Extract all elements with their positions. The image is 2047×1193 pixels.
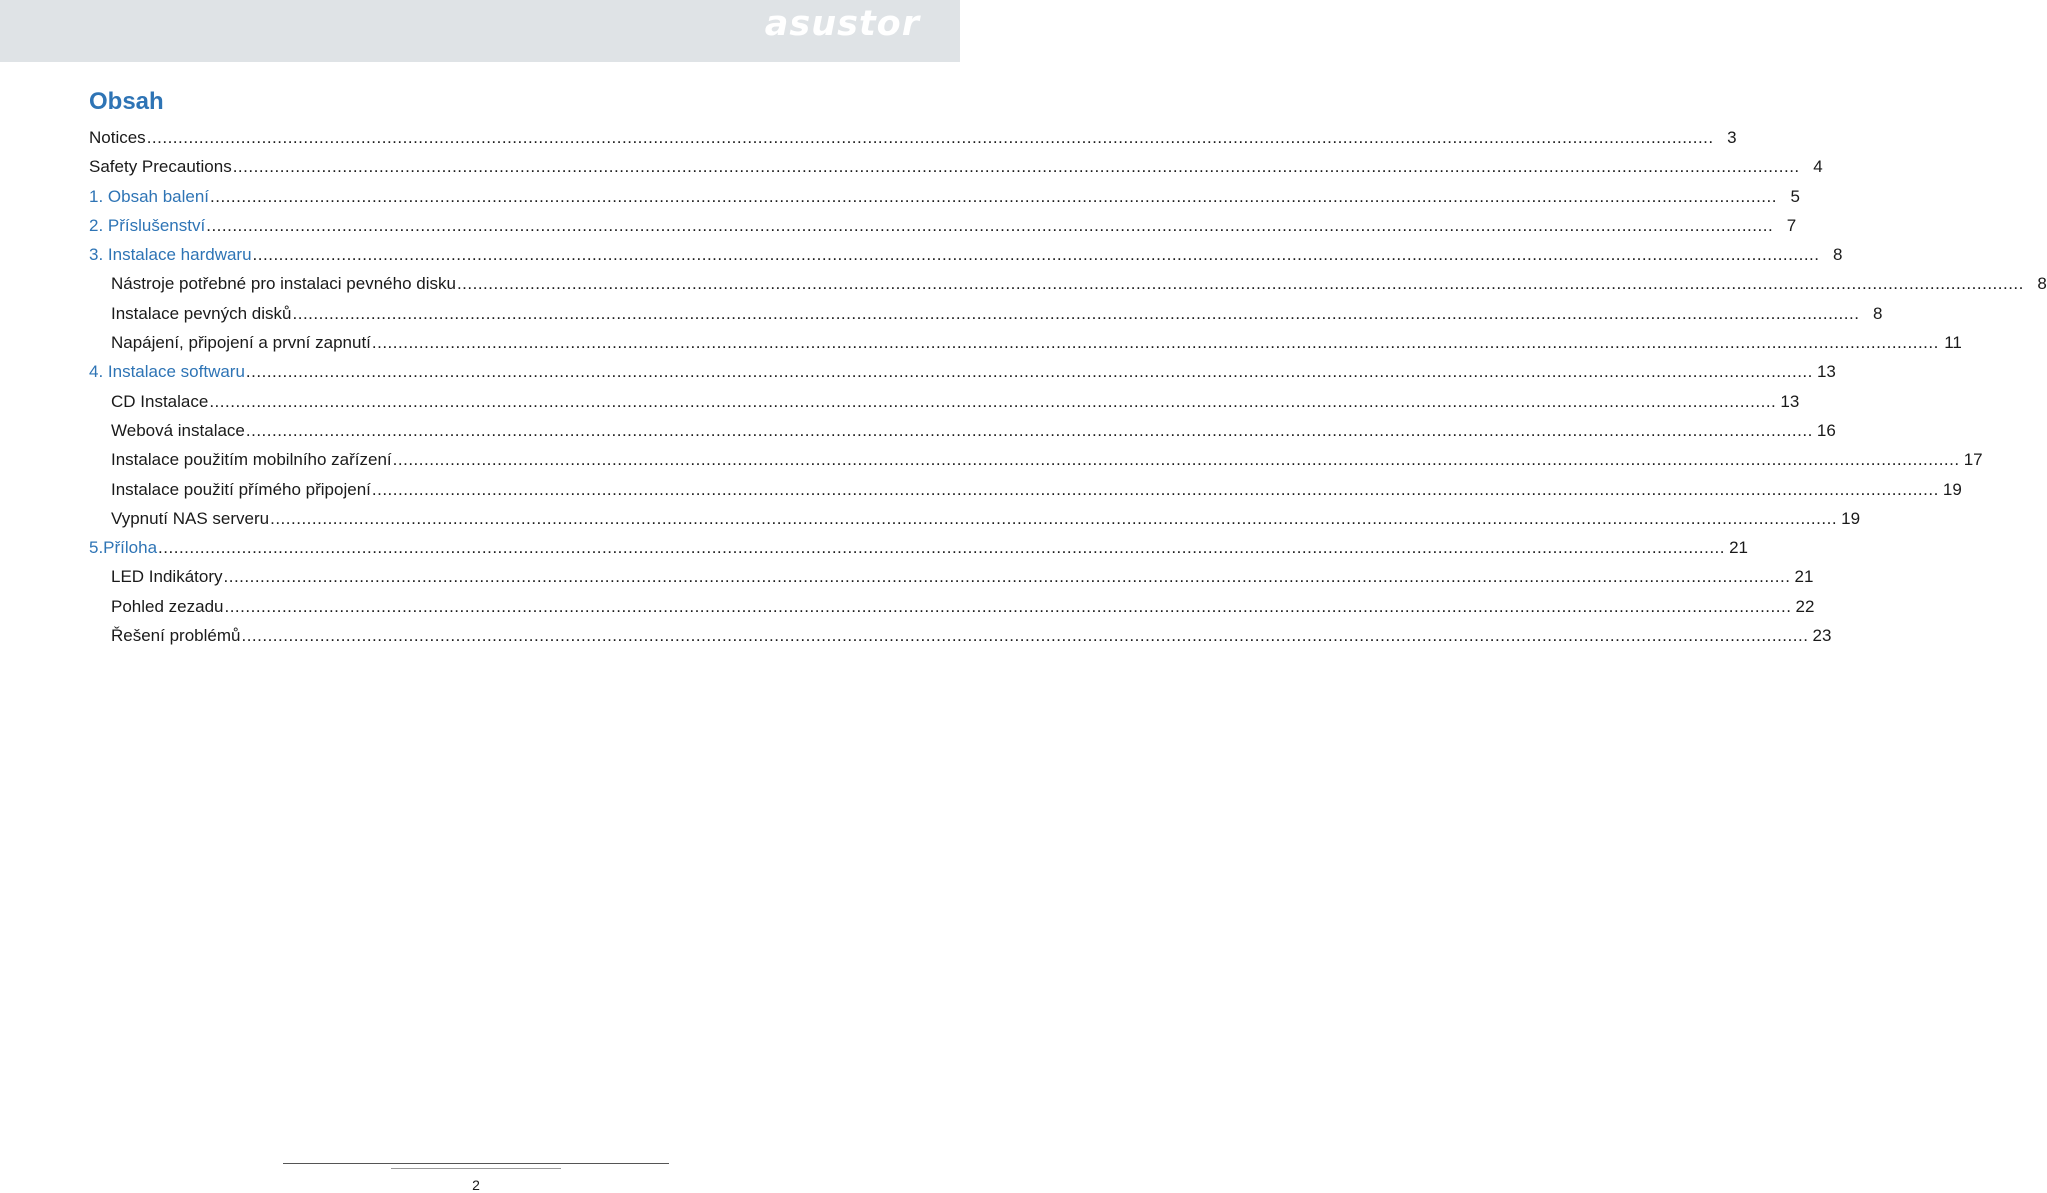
toc-entry[interactable] bbox=[89, 211, 1797, 240]
footer-rule bbox=[283, 1163, 669, 1164]
toc-dot-leader: ............................................................................................................................................................................................................................................................................................................ bbox=[158, 538, 1725, 558]
toc-entry[interactable] bbox=[89, 182, 1800, 211]
toc-entry[interactable] bbox=[89, 123, 1737, 152]
toc-dot-leader: ............................................................................................................................................................................................................................................................................................................ bbox=[146, 128, 1714, 147]
toc-dot-leader: ............................................................................................................................................................................................................................................................................................................ bbox=[232, 157, 1800, 177]
toc-entry[interactable] bbox=[89, 152, 1823, 181]
toc-dot-leader: ............................................................................................................................................................................................................................................................................................................ bbox=[252, 245, 1820, 265]
toc-entry-label: CD Instalace bbox=[111, 391, 209, 411]
toc-entry-page: 5 bbox=[1790, 186, 1800, 206]
toc-entry[interactable] bbox=[89, 445, 1983, 474]
toc-entry-page: 17 bbox=[1963, 450, 1983, 470]
toc-dot-leader: ............................................................................................................................................................................................................................................................................................................ bbox=[292, 303, 1860, 323]
toc-entry-page: 3 bbox=[1727, 128, 1737, 147]
toc-entry-label: Napájení, připojení a první zapnutí bbox=[111, 333, 371, 353]
toc-entry-label: Řešení problémů bbox=[111, 626, 241, 646]
toc-entry[interactable] bbox=[89, 328, 1962, 357]
footer-rule-short bbox=[391, 1168, 561, 1169]
toc-entry-label: 5.Příloha bbox=[89, 538, 158, 558]
toc-entry[interactable] bbox=[89, 504, 1861, 533]
toc-entry[interactable] bbox=[89, 357, 1836, 386]
toc-entry-label: Instalace použitím mobilního zařízení bbox=[111, 450, 392, 470]
toc-entry-label: Notices bbox=[89, 128, 146, 147]
toc-entry-page: 4 bbox=[1813, 157, 1823, 177]
toc-entry-page: 21 bbox=[1794, 567, 1814, 587]
toc-entry-label: Vypnutí NAS serveru bbox=[111, 508, 270, 528]
toc-dot-leader: ............................................................................................................................................................................................................................................................................................................ bbox=[371, 479, 1939, 499]
toc-entry-page: 22 bbox=[1795, 596, 1815, 616]
toc-entry[interactable] bbox=[89, 475, 1962, 504]
toc-entry-label: 2. Příslušenství bbox=[89, 215, 206, 235]
toc-entry-page: 19 bbox=[1942, 479, 1962, 499]
toc-entry[interactable] bbox=[89, 592, 1815, 621]
toc-entry-label: Nástroje potřebné pro instalaci pevného disku bbox=[111, 274, 456, 294]
toc-dot-leader: ............................................................................................................................................................................................................................................................................................................ bbox=[245, 362, 1813, 382]
toc-dot-leader: ............................................................................................................................................................................................................................................................................................................ bbox=[210, 186, 1777, 206]
toc-dot-leader: ............................................................................................................................................................................................................................................................................................................ bbox=[371, 333, 1939, 353]
table-of-contents bbox=[89, 123, 2047, 650]
toc-entry-label: Pohled zezadu bbox=[111, 596, 224, 616]
toc-dot-leader: ............................................................................................................................................................................................................................................................................................................ bbox=[206, 215, 1774, 235]
toc-entry-label: Instalace použití přímého připojení bbox=[111, 479, 371, 499]
toc-entry[interactable] bbox=[89, 299, 1883, 328]
toc-dot-leader: ............................................................................................................................................................................................................................................................................................................ bbox=[245, 420, 1813, 440]
toc-dot-leader: ............................................................................................................................................................................................................................................................................................................ bbox=[224, 596, 1792, 616]
toc-entry[interactable] bbox=[89, 269, 2047, 298]
toc-entry-page: 19 bbox=[1841, 508, 1861, 528]
toc-entry-page: 7 bbox=[1786, 215, 1797, 235]
toc-entry-page: 8 bbox=[1872, 303, 1883, 323]
toc-entry-page: 13 bbox=[1780, 391, 1800, 411]
toc-entry-label: 3. Instalace hardwaru bbox=[89, 245, 252, 265]
toc-entry-label: Safety Precautions bbox=[89, 157, 232, 177]
toc-entry-page: 21 bbox=[1729, 538, 1748, 558]
toc-entry-label: Webová instalace bbox=[111, 420, 245, 440]
asustor-logo: asustor bbox=[764, 4, 920, 44]
toc-dot-leader: ............................................................................................................................................................................................................................................................................................................ bbox=[270, 508, 1838, 528]
toc-entry-label: 1. Obsah balení bbox=[89, 186, 210, 206]
toc-entry-page: 13 bbox=[1816, 362, 1836, 382]
toc-entry[interactable] bbox=[89, 240, 1843, 269]
toc-entry-label: LED Indikátory bbox=[111, 567, 223, 587]
toc-entry-label: 4. Instalace softwaru bbox=[89, 362, 245, 382]
toc-entry-page: 23 bbox=[1812, 626, 1832, 646]
page-number: 2 bbox=[472, 1177, 480, 1193]
header-bar bbox=[0, 0, 960, 62]
toc-entry[interactable] bbox=[89, 533, 1748, 562]
toc-entry-page: 8 bbox=[1833, 245, 1843, 265]
toc-dot-leader: ............................................................................................................................................................................................................................................................................................................ bbox=[209, 391, 1777, 411]
toc-dot-leader: ............................................................................................................................................................................................................................................................................................................ bbox=[392, 450, 1960, 470]
toc-dot-leader: ............................................................................................................................................................................................................................................................................................................ bbox=[241, 626, 1809, 646]
toc-entry-page: 8 bbox=[2037, 274, 2047, 294]
toc-entry[interactable] bbox=[89, 416, 1836, 445]
toc-dot-leader: ............................................................................................................................................................................................................................................................................................................ bbox=[223, 567, 1791, 587]
toc-entry[interactable] bbox=[89, 621, 1832, 650]
toc-entry-page: 16 bbox=[1816, 420, 1836, 440]
toc-title: Obsah bbox=[89, 88, 164, 115]
toc-entry-page: 11 bbox=[1944, 333, 1962, 353]
toc-entry[interactable] bbox=[89, 562, 1814, 591]
toc-entry-label: Instalace pevných disků bbox=[111, 303, 292, 323]
toc-entry[interactable] bbox=[89, 387, 1800, 416]
toc-dot-leader: ............................................................................................................................................................................................................................................................................................................ bbox=[456, 274, 2024, 294]
